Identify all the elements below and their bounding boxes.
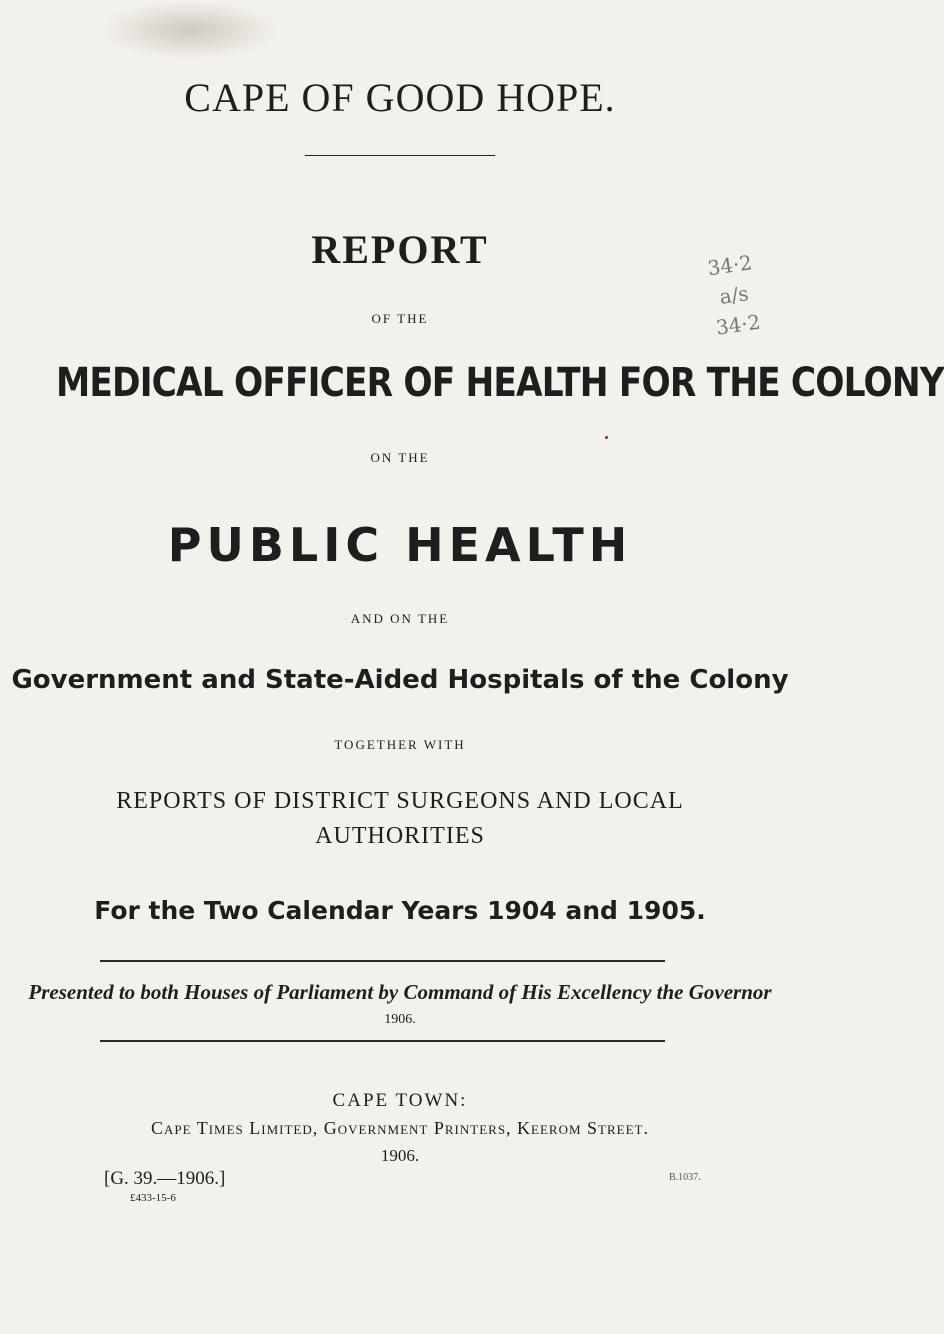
- ink-dot: [605, 436, 608, 439]
- subject-heading: PUBLIC HEALTH: [167, 518, 633, 572]
- g-reference: [G. 39.—1906.]: [104, 1168, 226, 1189]
- top-short-rule: [305, 155, 495, 156]
- b-reference: B.1037.: [669, 1172, 701, 1183]
- presentation-text: Presented to both Houses of Parliament by Command of His Excellency the Governor: [28, 980, 772, 1004]
- hospitals-heading: Government and State-Aided Hospitals of the Colony: [11, 665, 789, 695]
- and-on-the-label: AND ON THE: [350, 611, 450, 626]
- colony-title: CAPE OF GOOD HOPE.: [184, 75, 616, 120]
- imprint-city: CAPE TOWN:: [332, 1090, 468, 1111]
- years-heading: For the Two Calendar Years 1904 and 1905.: [94, 896, 706, 925]
- presentation-year: 1906.: [384, 1012, 416, 1027]
- presentation-bottom-rule: [100, 1040, 665, 1042]
- of-the-label: OF THE: [371, 311, 429, 326]
- imprint-printers: Cape Times Limited, Government Printers, Keerom Street.: [150, 1118, 649, 1138]
- officer-heading: MEDICAL OFFICER OF HEALTH FOR THE COLONY: [56, 360, 944, 406]
- paper-stain: [100, 0, 280, 60]
- printing-cost: £433-15-6: [130, 1192, 176, 1204]
- presentation-top-rule: [100, 960, 665, 962]
- on-the-label: ON THE: [370, 450, 430, 465]
- together-with-label: TOGETHER WITH: [334, 737, 466, 752]
- reports-heading-line1: REPORTS OF DISTRICT SURGEONS AND LOCAL: [116, 788, 684, 814]
- imprint-year: 1906.: [380, 1146, 420, 1165]
- report-heading: REPORT: [311, 227, 489, 272]
- pencil-annotation: 34·2 a/s 34·2: [706, 250, 762, 340]
- reports-heading-line2: AUTHORITIES: [315, 823, 485, 849]
